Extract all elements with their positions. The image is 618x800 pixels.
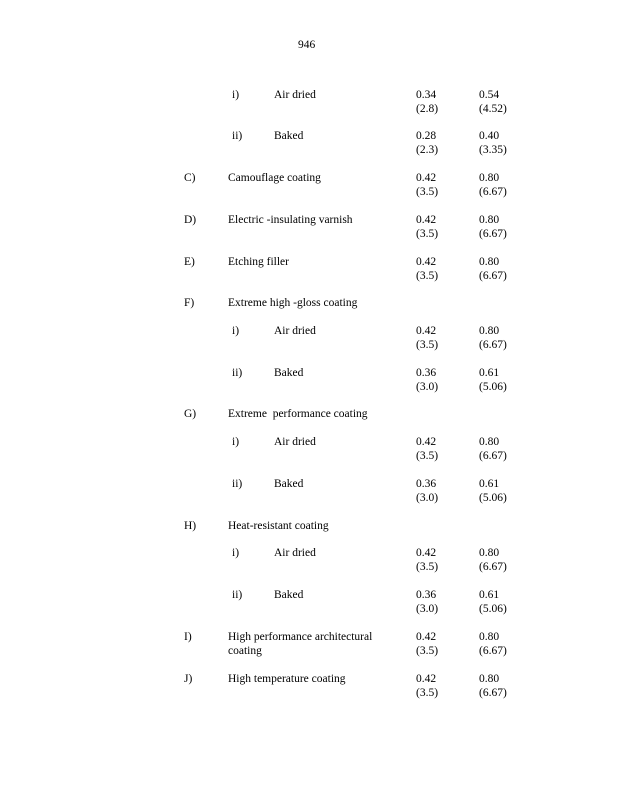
value-col-2: 0.80 (6.67) [479, 172, 507, 198]
item-label: Air dried [274, 325, 316, 337]
item-label: Etching filler [228, 256, 289, 268]
item-number: ii) [232, 130, 243, 142]
item-label: High performance architectural coating [228, 631, 373, 657]
table-row [0, 407, 618, 437]
item-letter: D) [184, 214, 197, 226]
table-row [0, 255, 618, 285]
value-col-2: 0.40 (3.35) [479, 130, 507, 156]
value-col-2: 0.80 (6.67) [479, 325, 507, 351]
item-label: Electric -insulating varnish [228, 214, 353, 226]
item-number: i) [232, 89, 240, 101]
value-col-1: 0.34 (2.8) [416, 89, 439, 115]
table-row [0, 630, 618, 660]
item-label: Air dried [274, 89, 316, 101]
item-label: Extreme performance coating [228, 408, 368, 420]
item-letter: J) [184, 673, 193, 685]
item-label: Extreme high -gloss coating [228, 297, 358, 309]
value-col-1: 0.42 (3.5) [416, 436, 439, 462]
item-number: i) [232, 547, 240, 559]
page-number: 946 [298, 39, 316, 51]
table-row [0, 324, 618, 354]
value-col-1: 0.42 (3.5) [416, 256, 439, 282]
table-row [0, 129, 618, 159]
item-letter: G) [184, 408, 197, 420]
item-label: Baked [274, 130, 304, 142]
item-number: i) [232, 325, 240, 337]
table-row [0, 588, 618, 618]
value-col-1: 0.36 (3.0) [416, 589, 439, 615]
table-row [0, 366, 618, 396]
item-label: Air dried [274, 436, 316, 448]
value-col-2: 0.61 (5.06) [479, 478, 507, 504]
value-col-2: 0.54 (4.52) [479, 89, 507, 115]
value-col-1: 0.42 (3.5) [416, 547, 439, 573]
table-row [0, 213, 618, 243]
item-letter: H) [184, 520, 197, 532]
table-row [0, 519, 618, 549]
value-col-1: 0.36 (3.0) [416, 478, 439, 504]
item-label: High temperature coating [228, 673, 346, 685]
value-col-1: 0.42 (3.5) [416, 172, 439, 198]
item-letter: I) [184, 631, 192, 643]
value-col-1: 0.42 (3.5) [416, 631, 439, 657]
item-label: Baked [274, 367, 304, 379]
item-label: Camouflage coating [228, 172, 321, 184]
value-col-1: 0.42 (3.5) [416, 214, 439, 240]
item-number: ii) [232, 367, 243, 379]
table-row [0, 171, 618, 201]
table-row [0, 546, 618, 576]
value-col-2: 0.80 (6.67) [479, 673, 507, 699]
value-col-1: 0.42 (3.5) [416, 325, 439, 351]
value-col-1: 0.42 (3.5) [416, 673, 439, 699]
item-label: Baked [274, 478, 304, 490]
item-label: Air dried [274, 547, 316, 559]
table-row [0, 672, 618, 702]
item-number: ii) [232, 589, 243, 601]
table-row [0, 477, 618, 507]
value-col-1: 0.28 (2.3) [416, 130, 439, 156]
value-col-2: 0.80 (6.67) [479, 631, 507, 657]
value-col-2: 0.61 (5.06) [479, 589, 507, 615]
item-letter: F) [184, 297, 195, 309]
table-row [0, 435, 618, 465]
table-row [0, 88, 618, 118]
value-col-2: 0.61 (5.06) [479, 367, 507, 393]
value-col-1: 0.36 (3.0) [416, 367, 439, 393]
item-label: Baked [274, 589, 304, 601]
value-col-2: 0.80 (6.67) [479, 436, 507, 462]
item-number: ii) [232, 478, 243, 490]
item-label: Heat-resistant coating [228, 520, 329, 532]
value-col-2: 0.80 (6.67) [479, 547, 507, 573]
table-row [0, 296, 618, 326]
item-letter: E) [184, 256, 195, 268]
value-col-2: 0.80 (6.67) [479, 214, 507, 240]
item-number: i) [232, 436, 240, 448]
value-col-2: 0.80 (6.67) [479, 256, 507, 282]
item-letter: C) [184, 172, 196, 184]
